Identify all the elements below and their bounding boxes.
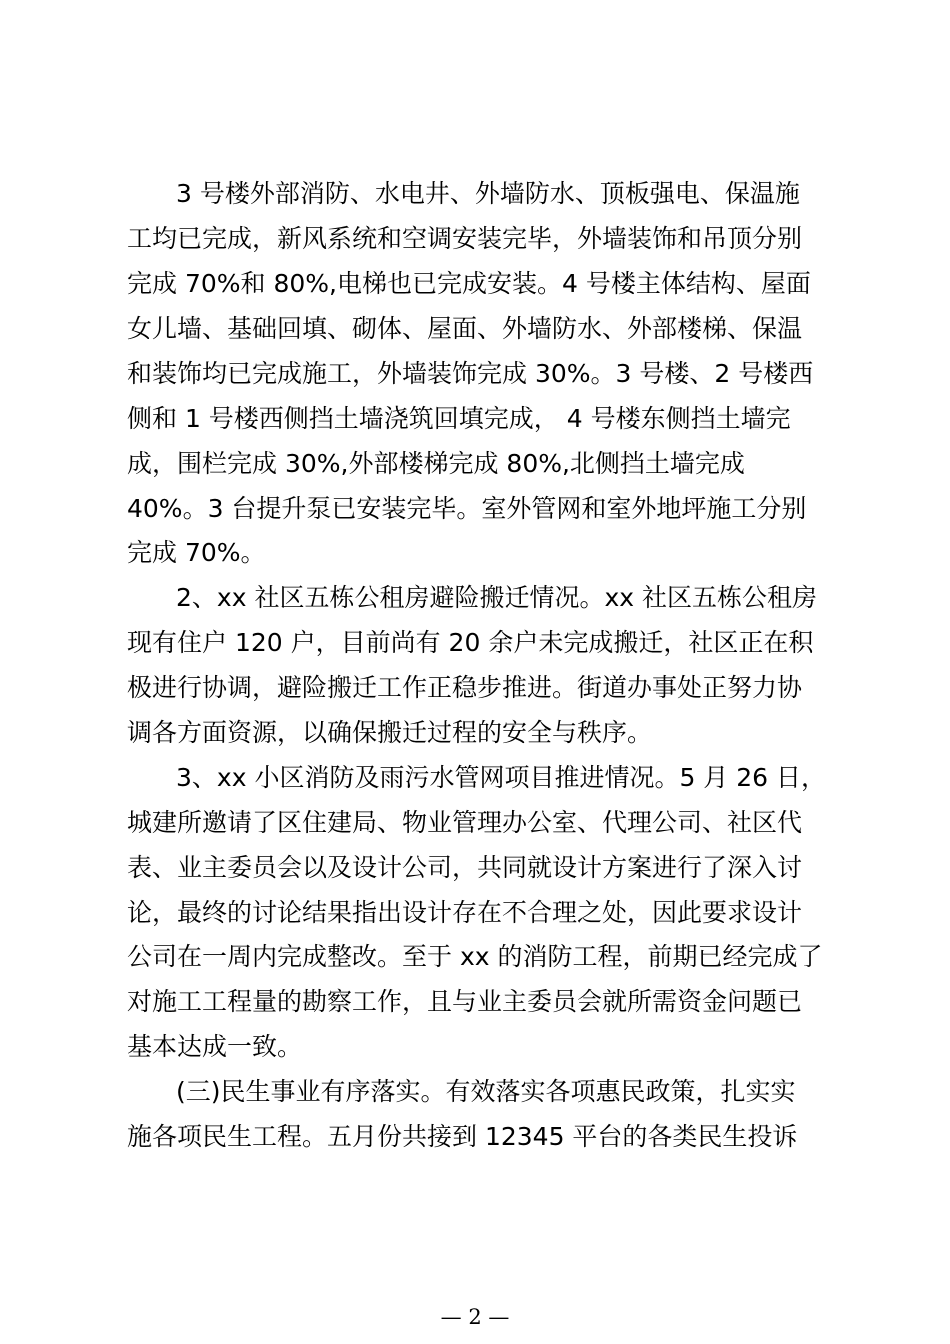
text-line: 完成 70%和 80%,电梯也已完成安装。4 号楼主体结构、屋面 <box>127 269 811 298</box>
text-line: 女儿墙、基础回填、砌体、屋面、外墙防水、外部楼梯、保温 <box>127 314 803 343</box>
text-line: 3、xx 小区消防及雨污水管网项目推进情况。5 月 26 日， <box>176 763 827 792</box>
text-line: 40%。3 台提升泵已安装完毕。室外管网和室外地坪施工分别 <box>127 494 807 523</box>
text-line: 公司在一周内完成整改。至于 xx 的消防工程，前期已经完成了 <box>127 942 823 971</box>
text-line: 完成 70%。 <box>127 538 266 567</box>
text-line: 施各项民生工程。五月份共接到 12345 平台的各类民生投诉 <box>127 1122 798 1151</box>
text-line: 基本达成一致。 <box>127 1032 303 1061</box>
text-line: 极进行协调，避险搬迁工作正稳步推进。街道办事处正努力协 <box>127 673 803 702</box>
text-line: 城建所邀请了区住建局、物业管理办公室、代理公司、社区代 <box>127 808 803 837</box>
text-line: 调各方面资源，以确保搬迁过程的安全与秩序。 <box>127 718 653 747</box>
text-line: 侧和 1 号楼西侧挡土墙浇筑回填完成， 4 号楼东侧挡土墙完 <box>127 404 791 433</box>
text-line: 表、业主委员会以及设计公司，共同就设计方案进行了深入讨 <box>127 853 803 882</box>
text-line: 2、xx 社区五栋公租房避险搬迁情况。xx 社区五栋公租房 <box>176 583 817 612</box>
text-line: 和装饰均已完成施工，外墙装饰完成 30%。3 号楼、2 号楼西 <box>127 359 814 388</box>
page-number: — 2 — <box>440 1305 510 1329</box>
text-line: 论，最终的讨论结果指出设计存在不合理之处，因此要求设计 <box>127 898 803 927</box>
text-line: 3 号楼外部消防、水电井、外墙防水、顶板强电、保温施 <box>176 179 800 208</box>
text-line: 工均已完成，新风系统和空调安装完毕，外墙装饰和吊顶分别 <box>127 224 803 253</box>
text-line: 现有住户 120 户，目前尚有 20 余户未完成搬迁，社区正在积 <box>127 628 814 657</box>
text-line: 对施工工程量的勘察工作，且与业主委员会就所需资金问题已 <box>127 987 803 1016</box>
text-line: (三)民生事业有序落实。有效落实各项惠民政策，扎实实 <box>176 1077 796 1106</box>
text-line: 成，围栏完成 30%,外部楼梯完成 80%,北侧挡土墙完成 <box>127 449 745 478</box>
